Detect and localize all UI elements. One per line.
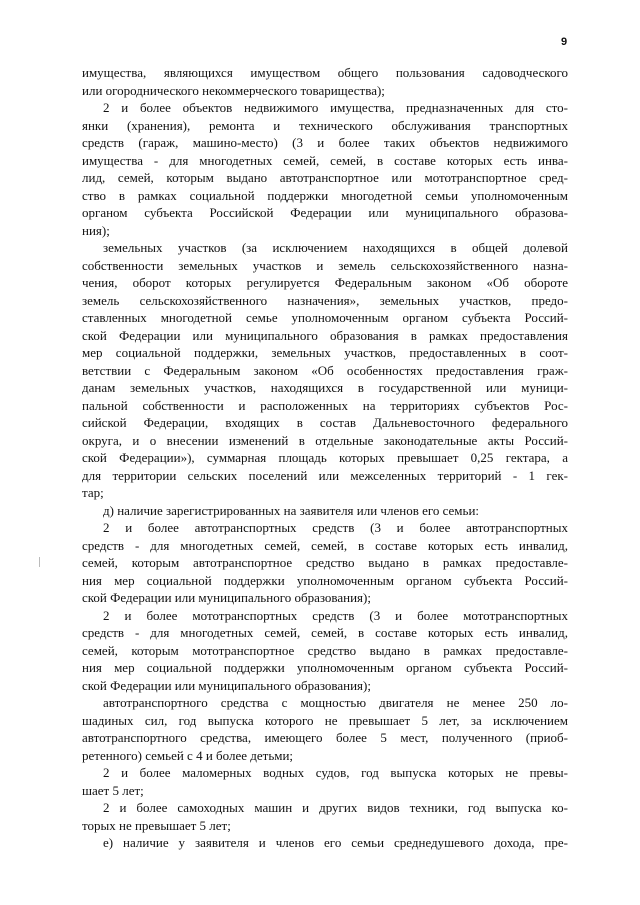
text-line: торых не превышает 5 лет; xyxy=(82,817,231,833)
text-line: семей, которым автотранспортное средство выдано в рамках предоставле- xyxy=(82,555,568,570)
text-line: ния); xyxy=(82,222,110,238)
text-line: ветствии с Федеральным законом «Об особенностях предоставления граж- xyxy=(82,362,568,378)
text-line: д) наличие зарегистрированных на заявителя или членов его семьи: xyxy=(103,502,480,518)
text-line: ния мер социальной поддержки уполномоченным органом субъекта Россий- xyxy=(82,572,568,588)
text-line: ской Федерации»), суммарная площадь которых превышает 0,25 гектара, а xyxy=(82,450,568,465)
text-line: лид, семей, которым выдано автотранспортное или мототранспортное сред- xyxy=(82,170,568,185)
text-line: имущества - для многодетных семей, семей, в составе которых есть инва- xyxy=(82,152,568,168)
text-line: сийской Федерации, входящих в состав Дальневосточного федерального xyxy=(82,415,568,430)
scan-margin-mark xyxy=(39,557,40,567)
text-line: средств (гараж, машино-место) (3 и более таких объектов недвижимого xyxy=(82,135,568,150)
text-line: ния мер социальной поддержки уполномоченным органом субъекта Россий- xyxy=(82,660,568,675)
text-line: чения, оборот которых регулируется Федеральным законом «Об обороте xyxy=(82,275,568,290)
text-line: пальной собственности и расположенных на территориях субъектов Рос- xyxy=(82,397,568,413)
text-line: округа, и о внесении изменений в отдельные законодательные акты Россий- xyxy=(82,432,568,448)
text-line: 2 и более мототранспортных средств (3 и более мототранспортных xyxy=(103,607,568,623)
text-line: автотранспортного средства, имеющего более 5 мест, полученного (приоб- xyxy=(82,730,568,745)
text-line: для территории сельских поселений или межселенных территорий - 1 гек- xyxy=(82,467,568,483)
text-line: 2 и более самоходных машин и других видов техники, год выпуска ко- xyxy=(103,800,568,815)
text-line: ской Федерации или муниципального образования); xyxy=(82,677,371,693)
text-line: тар; xyxy=(82,485,104,500)
text-line: семей, которым мототранспортное средство выдано в рамках предоставле- xyxy=(82,642,568,658)
page-number: 9 xyxy=(561,36,568,48)
text-line: ретенного) семьей с 4 и более детьми; xyxy=(82,747,294,763)
text-line: органом субъекта Российской Федерации или муниципального образова- xyxy=(82,205,568,220)
text-line: ставленных многодетной семье уполномоченным органом субъекта Россий- xyxy=(82,310,568,325)
text-line: е) наличие у заявителя и членов его семьи среднедушевого дохода, пре- xyxy=(103,835,568,850)
text-line: имущества, являющихся имуществом общего пользования садоводческого xyxy=(82,65,568,80)
text-line: данам земельных участков, находящихся в государственной или муници- xyxy=(82,380,568,395)
text-line: шадиных сил, год выпуска которого не превышает 5 лет, за исключением xyxy=(82,712,568,728)
text-line: средств - для многодетных семей, семей, в составе которых есть инвалид, xyxy=(82,625,568,640)
text-line: земельных участков (за исключением находящихся в общей долевой xyxy=(103,240,568,255)
text-line: мер социальной поддержки, земельных участков, предоставленных в соот- xyxy=(82,345,568,360)
text-line: или огороднического некоммерческого товарищества); xyxy=(82,82,385,98)
text-line: шает 5 лет; xyxy=(82,782,144,798)
text-line: янки (хранения), ремонта и технического обслуживания транспортных xyxy=(82,117,568,133)
text-line: автотранспортного средства с мощностью двигателя не менее 250 ло- xyxy=(103,695,568,710)
text-line: средств - для многодетных семей, семей, в составе которых есть инвалид, xyxy=(82,537,568,553)
document-body xyxy=(82,64,568,852)
text-line: ской Федерации или муниципального образования в рамках предоставления xyxy=(82,327,568,343)
text-line: ство в рамках социальной поддержки многодетной семьи уполномоченным xyxy=(82,187,568,203)
text-line: 2 и более автотранспортных средств (3 и более автотранспортных xyxy=(103,520,568,535)
text-line: собственности земельных участков и земель сельскохозяйственного назна- xyxy=(82,257,568,273)
text-line: 2 и более объектов недвижимого имущества, предназначенных для сто- xyxy=(103,100,568,115)
text-line: ской Федерации или муниципального образования); xyxy=(82,590,371,605)
text-line: земель сельскохозяйственного назначения», земельных участков, предо- xyxy=(82,292,568,308)
text-line: 2 и более маломерных водных судов, год выпуска которых не превы- xyxy=(103,765,568,780)
